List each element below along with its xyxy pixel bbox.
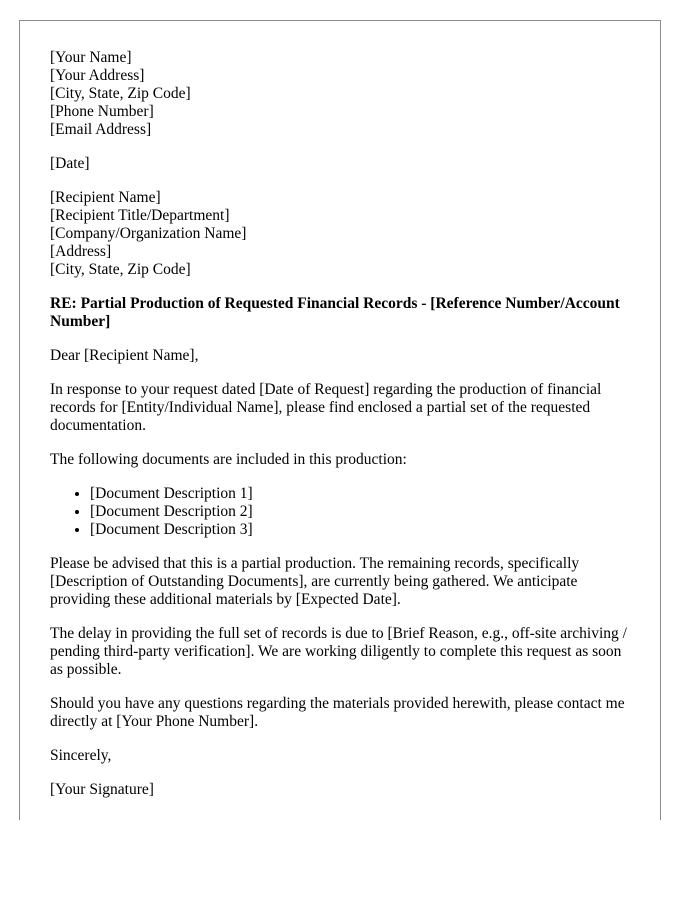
sender-city-state-zip: [City, State, Zip Code]	[50, 85, 191, 102]
sender-name: [Your Name]	[50, 49, 132, 66]
letter-content	[50, 49, 630, 815]
closing: Sincerely,	[50, 747, 112, 764]
document-list	[50, 485, 630, 539]
subject-line: RE: Partial Production of Requested Financial Records - [Reference Number/Account Number]	[50, 295, 620, 330]
sender-email: [Email Address]	[50, 121, 152, 138]
recipient-city-state-zip: [City, State, Zip Code]	[50, 261, 191, 278]
delay-reason-paragraph: The delay in providing the full set of records is due to [Brief Reason, e.g., off-site archiving / pending third-party verification]. We are working diligently to complete this request as soon as possible.	[50, 625, 627, 678]
contact-paragraph: Should you have any questions regarding the materials provided herewith, please contact me directly at [Your Phone Number].	[50, 695, 625, 730]
sender-phone: [Phone Number]	[50, 103, 154, 120]
salutation: Dear [Recipient Name],	[50, 347, 199, 364]
letter-page	[19, 20, 661, 820]
recipient-title: [Recipient Title/Department]	[50, 207, 230, 224]
recipient-name: [Recipient Name]	[50, 189, 161, 206]
signature: [Your Signature]	[50, 781, 154, 798]
sender-block	[50, 49, 630, 139]
list-item: • [Document Description 3]	[90, 521, 630, 539]
recipient-address: [Address]	[50, 243, 112, 260]
list-item: • [Document Description 2]	[90, 503, 630, 521]
recipient-company: [Company/Organization Name]	[50, 225, 247, 242]
list-intro-paragraph: The following documents are included in this production:	[50, 451, 407, 468]
date-block	[50, 155, 630, 173]
recipient-block	[50, 189, 630, 279]
partial-notice-paragraph: Please be advised that this is a partial production. The remaining records, specifically [Description of Outstanding Documents], are currently being gathered. We anticipate providing these additional materials by [Expected Date].	[50, 555, 580, 608]
sender-address: [Your Address]	[50, 67, 145, 84]
list-item: • [Document Description 1]	[90, 485, 630, 503]
letter-date: [Date]	[50, 155, 90, 172]
intro-paragraph: In response to your request dated [Date of Request] regarding the production of financial records for [Entity/Individual Name], please find enclosed a partial set of the requested documentation.	[50, 381, 602, 434]
